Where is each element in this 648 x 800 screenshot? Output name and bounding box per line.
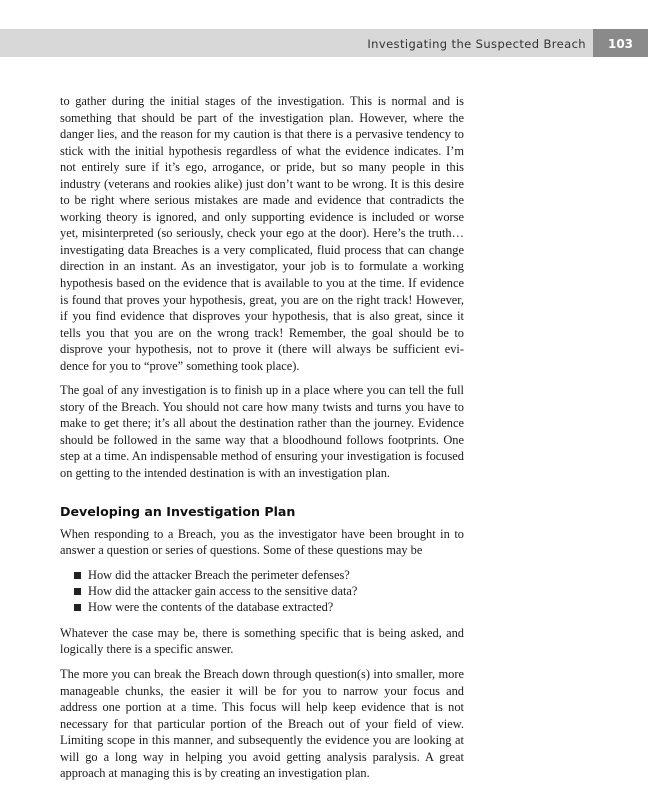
paragraph-2: The goal of any investigation is to finish up in a place where you can tell the full story of the Breach. You should not care how many twists and turns you have to make to get there; it’s all about the destination rather than the journey. Evidence should be followed in the same way that a bloodhound follows footprints. One step at a time. An indispensable method of ensuring your investigation is focused on getting to the intended destination is with an investigation plan. <box>60 383 464 481</box>
page-body <box>60 93 464 790</box>
paragraph-1: to gather during the initial stages of the investigation. This is normal and is something that should be part of the investigation plan. However, where the danger lies, and the reason for my caution is that there is a pervasive tendency to stick with the initial hypothesis regardless of what the evidence indicates. I’m not entirely sure if it’s ego, arrogance, or pride, but so many people in this industry (veterans and rookies alike) just don’t want to be wrong. It is this desire to be right where serious mistakes are made and evidence that contradicts the working theory is ignored, and only supporting evidence is included or worse yet, misinterpreted (so seriously, check your ego at the door). Here’s the truth…investigating data Breaches is a very complicated, fluid process that can change direction in an instant. As an investigator, your job is to formulate a working hypothesis based on the evidence that is available to you at the time. If evidence is found that proves your hypothesis, great, you are on the right track! However, if you find evidence that disproves your hypothesis, that is also great, since it tells you that you are on the wrong track! Remember, the goal should be to disprove your hypothesis, not to prove it (there will always be sufficient evidence for you to “prove” something took place). <box>60 94 464 373</box>
chapter-title: Investigating the Suspected Breach <box>367 37 586 51</box>
paragraph-5: The more you can break the Breach down through question(s) into smaller, more manageable chunks, the easier it will be for you to narrow your focus and address one portion at a time. This focus will help keep evidence that is not necessary for that particular portion of the Breach out of your field of view. Limiting scope in this manner, and subsequently the evidence you are looking at will go a long way in helping you avoid getting analysis paralysis. A great approach at managing this is by creating an investigation plan. <box>60 666 464 781</box>
question-list <box>60 567 464 616</box>
page-number: 103 <box>593 29 648 57</box>
running-header <box>0 29 648 57</box>
bullet-item: How did the attacker gain access to the sensitive data? <box>74 583 464 599</box>
section-heading: Developing an Investigation Plan <box>60 503 296 519</box>
bullet-item: How were the contents of the database extracted? <box>74 599 464 615</box>
bullet-item: How did the attacker Breach the perimeter defenses? <box>74 567 464 583</box>
paragraph-4: Whatever the case may be, there is something specific that is being asked, and logically there is a specific answer. <box>60 625 464 657</box>
paragraph-3: When responding to a Breach, you as the investigator have been brought in to answer a question or series of questions. Some of these questions may be <box>60 526 464 558</box>
